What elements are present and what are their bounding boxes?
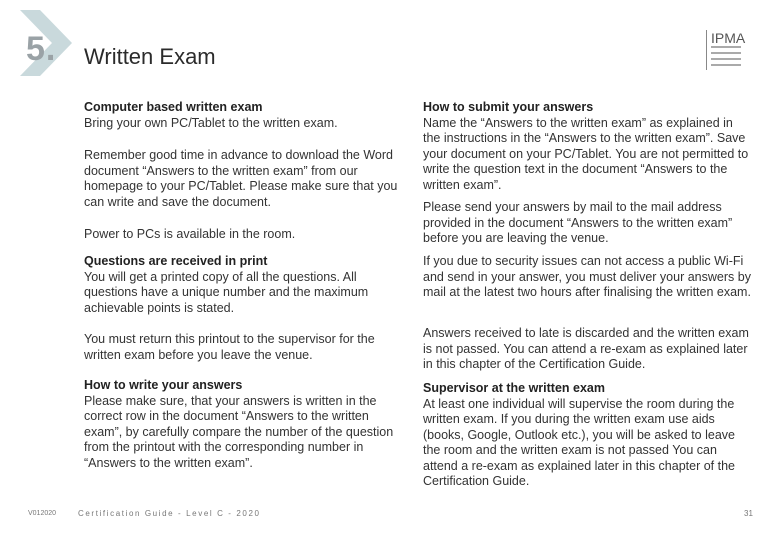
heading-questions-print: Questions are received in print <box>84 254 268 268</box>
text-return-printout: You must return this printout to the supervisor for the written exam before you leave the venue. <box>84 332 375 362</box>
heading-how-to-submit: How to submit your answers <box>423 100 594 114</box>
heading-how-to-write: How to write your answers <box>84 378 243 392</box>
right-block-4 <box>423 326 751 373</box>
right-block-3 <box>423 254 751 301</box>
footer-guide: Certification Guide - Level C - 2020 <box>78 509 261 518</box>
text-power: Power to PCs is available in the room. <box>84 227 296 241</box>
text-write-answers: Please make sure, that your answers is written in the correct row in the document “Answers to the written exam”, by carefully compare the number of the question from the printout with the corresponding number in “Answers to the written exam”. <box>84 393 394 470</box>
left-block-3 <box>84 227 406 243</box>
text-late-answers: Answers received to late is discarded and the written exam is not passed. You can attend a re-exam as explained later in this chapter of the Certification Guide. <box>423 326 749 371</box>
left-block-6 <box>84 378 410 471</box>
footer-version: V012020 <box>28 510 57 517</box>
text-bring-pc: Bring your own PC/Tablet to the written exam. <box>84 115 338 130</box>
page-title: Written Exam <box>84 44 216 69</box>
section-number: 5. <box>26 30 57 68</box>
left-block-2 <box>84 148 406 210</box>
text-name-answers: Name the “Answers to the written exam” as explained in the instructions in the “Answers to the written exam”. Save your document on your PC/Tablet. You are not permitted to write the question text in the document “Answers to the written exam”. <box>423 115 749 192</box>
text-supervisor: At least one individual will supervise the room during the written exam. If you during the written exam use aids (books, Google, Outlook etc.), you will be asked to leave the room and the written exam is not passed You can attend a re-exam as explained later in this chapter of the Certification Guide. <box>423 396 735 488</box>
right-block-1 <box>423 100 751 193</box>
right-block-2 <box>423 200 751 247</box>
logo-text: IPMA <box>711 30 746 46</box>
right-block-5 <box>423 381 751 490</box>
text-send-mail: Please send your answers by mail to the mail address provided in the document “Answers to the written exam” before you are leaving the venue. <box>423 200 733 245</box>
text-download-word: Remember good time in advance to download the Word document “Answers to the written exam” from our homepage to your PC/Tablet. Please make sure that you can write and save the document. <box>84 148 398 209</box>
left-block-5 <box>84 332 394 363</box>
left-block-4 <box>84 254 394 316</box>
heading-computer-based: Computer based written exam <box>84 100 263 114</box>
heading-supervisor: Supervisor at the written exam <box>423 381 606 395</box>
text-security-issues: If you due to security issues can not access a public Wi-Fi and send in your answer, you must deliver your answers by mail at the latest two hours after finalising the written exam. <box>423 254 751 299</box>
page-number: 31 <box>744 509 753 518</box>
text-printed-copy: You will get a printed copy of all the questions. All questions have a unique number and the maximum achievable points is stated. <box>84 269 369 315</box>
left-block-1 <box>84 100 414 131</box>
